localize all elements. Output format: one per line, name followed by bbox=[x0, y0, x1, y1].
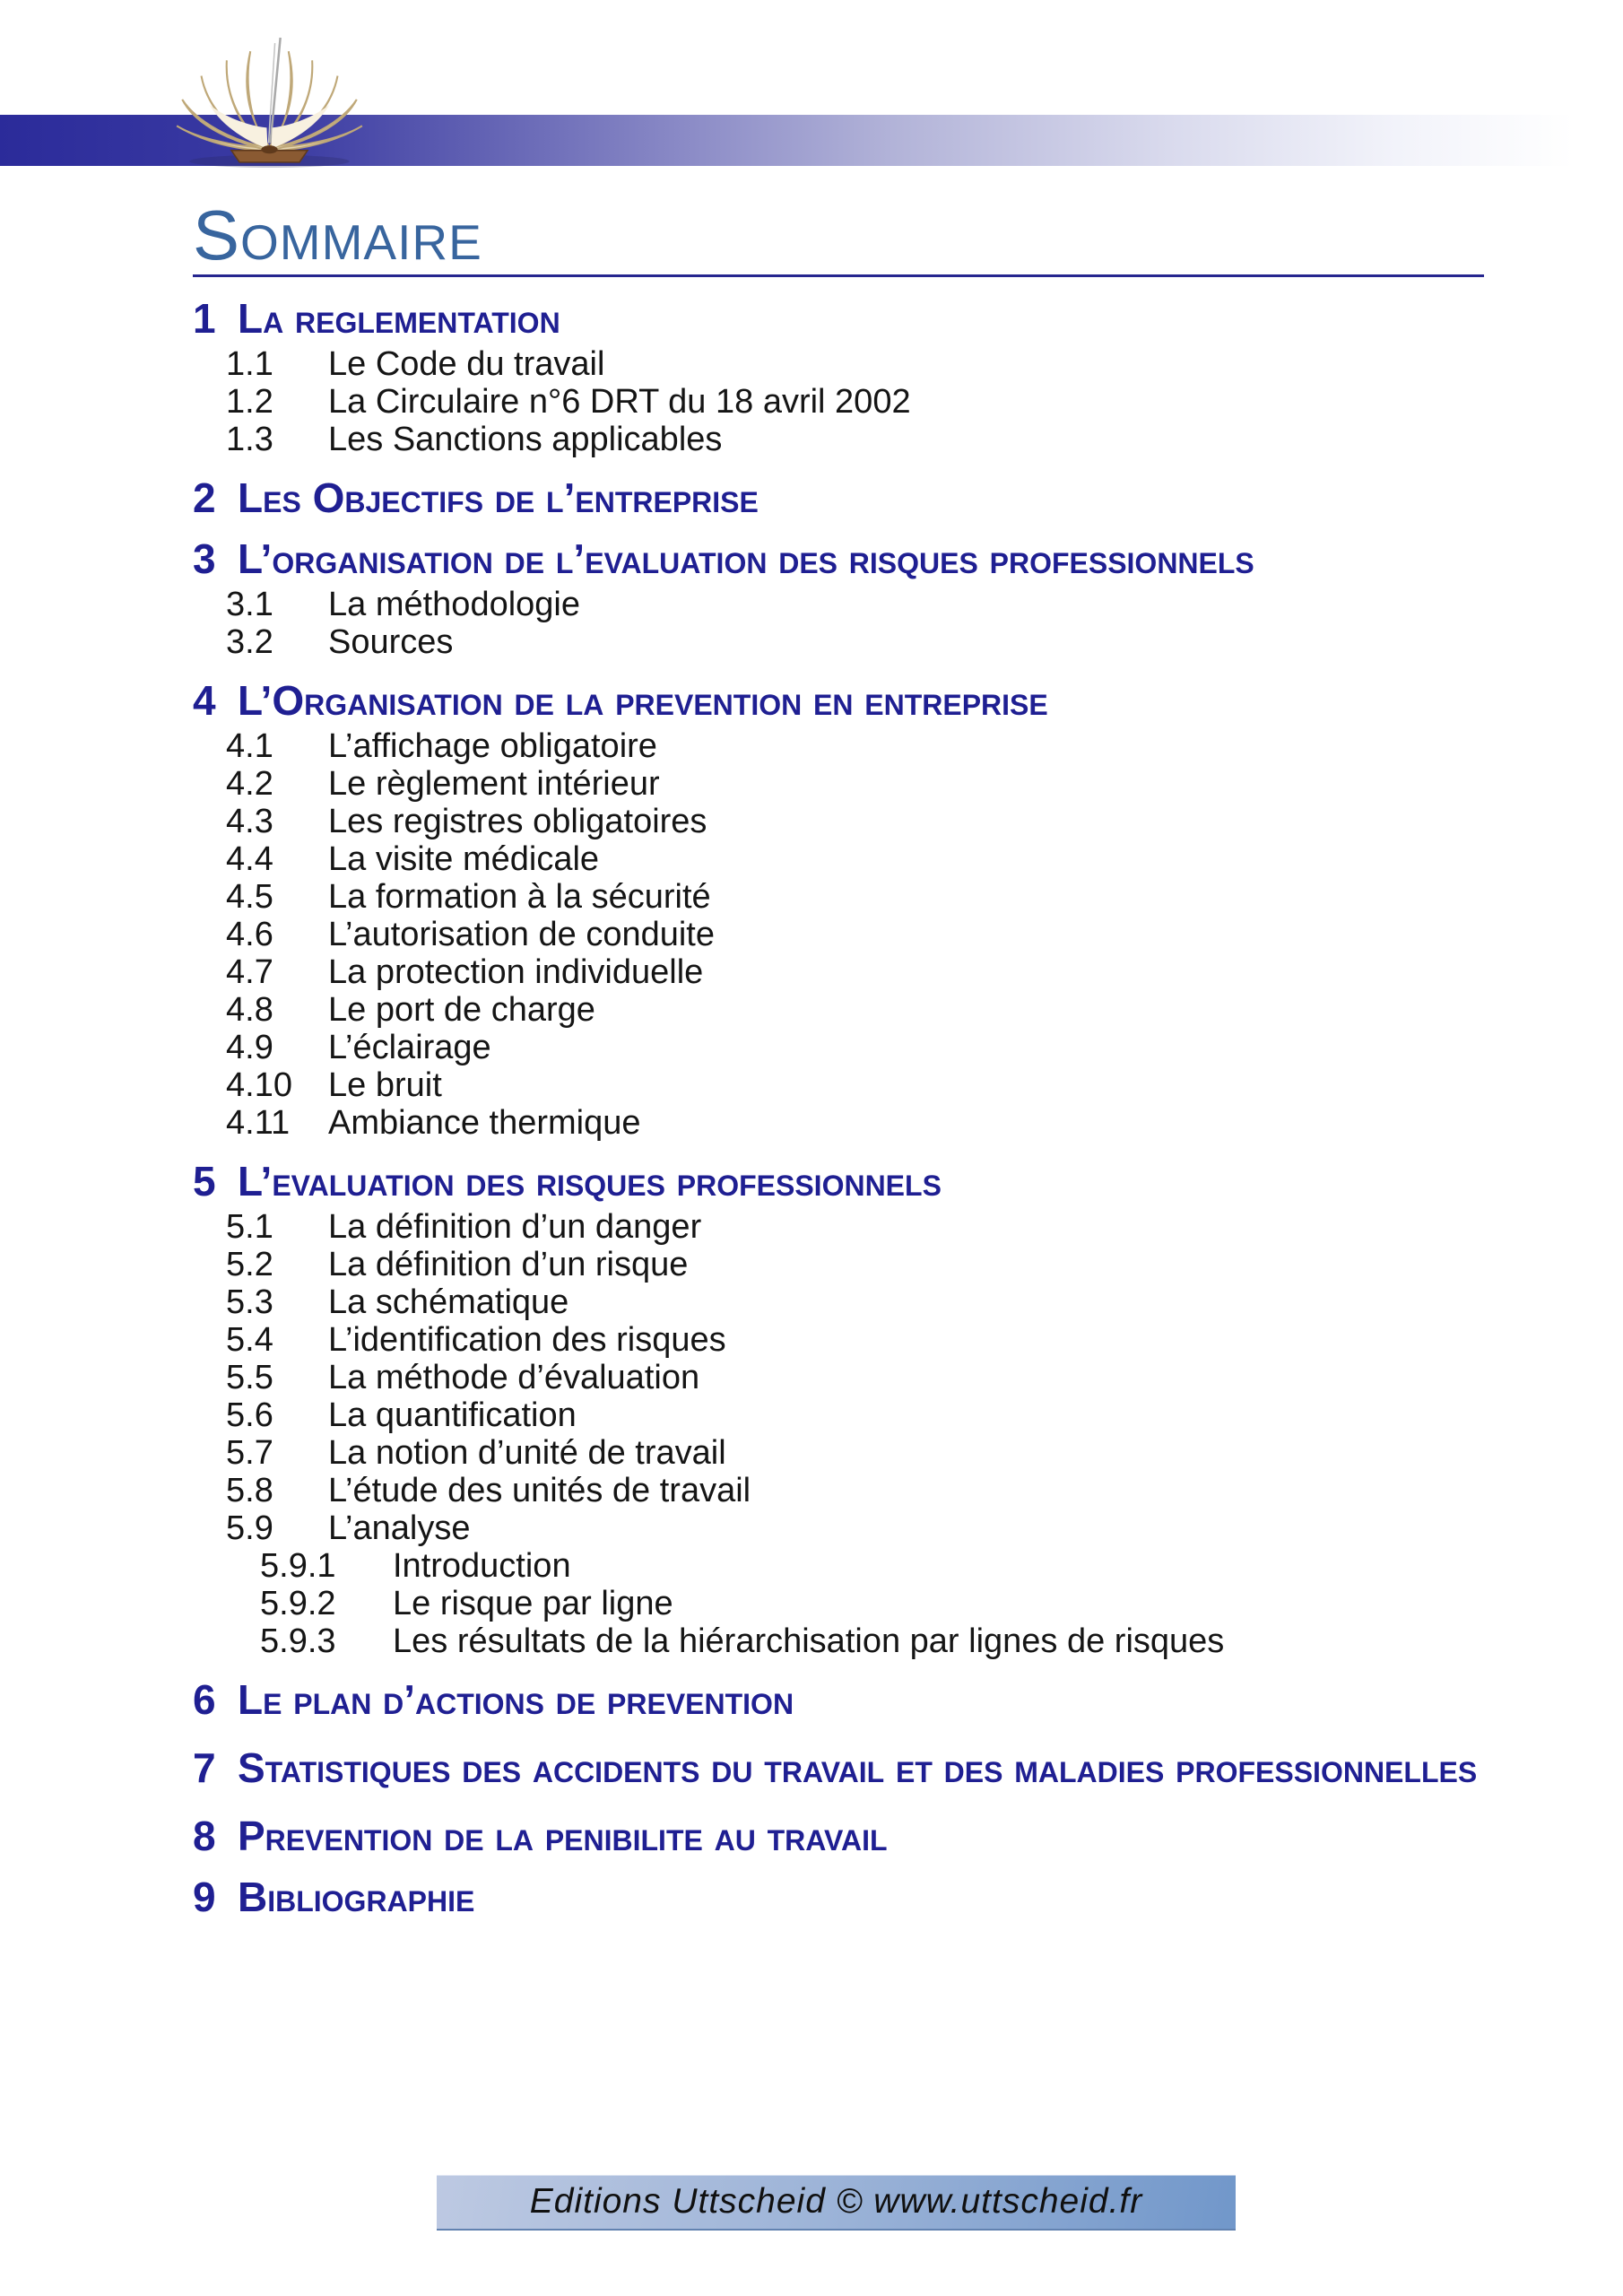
toc-entry-number: 5.7 bbox=[226, 1434, 273, 1472]
toc-entry-number: 4.6 bbox=[226, 916, 273, 953]
toc-entry-label: Le règlement intérieur bbox=[328, 765, 660, 803]
toc-entry-number: 5 bbox=[193, 1158, 216, 1205]
toc-entry-number: 5.2 bbox=[226, 1246, 273, 1283]
toc-entry-label: La notion d’unité de travail bbox=[328, 1434, 726, 1472]
toc-entry-label: La protection individuelle bbox=[328, 953, 704, 991]
title-rule bbox=[193, 274, 1484, 277]
toc-entry-3 bbox=[193, 537, 1484, 580]
toc-entry-7 bbox=[193, 1739, 1484, 1796]
toc-entry-number: 5.3 bbox=[226, 1283, 273, 1321]
toc-entry-number: 5.8 bbox=[226, 1472, 273, 1509]
toc-entry-label: Les Sanctions applicables bbox=[328, 421, 723, 458]
toc-entry-label: La définition d’un danger bbox=[328, 1208, 702, 1246]
toc-entry-label: L’Organisation de la prevention en entreprise bbox=[238, 677, 1048, 724]
toc-entry-number: 1.1 bbox=[226, 345, 273, 383]
toc-entry-4-10 bbox=[193, 1066, 1484, 1104]
toc-entry-number: 5.9.1 bbox=[260, 1547, 336, 1585]
toc-entry-number: 4.1 bbox=[226, 727, 273, 765]
toc-entry-4-5 bbox=[193, 878, 1484, 916]
toc-entry-2 bbox=[193, 476, 1484, 519]
toc-entry-5-2 bbox=[193, 1246, 1484, 1283]
toc-entry-label: Le port de charge bbox=[328, 991, 595, 1029]
open-book-icon bbox=[142, 36, 397, 172]
toc-entry-label: La Circulaire n°6 DRT du 18 avril 2002 bbox=[328, 383, 911, 421]
toc-entry-4-6 bbox=[193, 916, 1484, 953]
toc-entry-5-7 bbox=[193, 1434, 1484, 1472]
toc-entry-number: 4.8 bbox=[226, 991, 273, 1029]
toc-entry-4-2 bbox=[193, 765, 1484, 803]
toc-entry-label: Les résultats de la hiérarchisation par lignes de risques bbox=[393, 1622, 1225, 1660]
toc-entry-3-1 bbox=[193, 586, 1484, 623]
toc-entry-number: 6 bbox=[193, 1676, 216, 1723]
toc-entry-label: La schématique bbox=[328, 1283, 569, 1321]
toc-entry-number: 5.4 bbox=[226, 1321, 273, 1359]
toc-entry-label: La méthode d’évaluation bbox=[328, 1359, 700, 1396]
toc-entry-number: 4.11 bbox=[226, 1104, 291, 1142]
toc-entry-1-2 bbox=[193, 383, 1484, 421]
toc-entry-number: 5.9 bbox=[226, 1509, 273, 1547]
toc-entry-label: L’éclairage bbox=[328, 1029, 491, 1066]
toc-entry-number: 8 bbox=[193, 1813, 216, 1859]
toc-entry-number: 5.6 bbox=[226, 1396, 273, 1434]
toc-entry-number: 5.9.3 bbox=[260, 1622, 336, 1660]
toc-entry-number: 1 bbox=[193, 295, 216, 342]
toc-entry-label: Le bruit bbox=[328, 1066, 442, 1104]
toc-entry-number: 4.5 bbox=[226, 878, 273, 916]
toc-entry-4-11 bbox=[193, 1104, 1484, 1142]
toc-entry-label: Introduction bbox=[393, 1547, 571, 1585]
toc-entry-8 bbox=[193, 1814, 1484, 1857]
toc-entry-label: Les Objectifs de l’entreprise bbox=[238, 474, 759, 521]
toc-entry-label: La quantification bbox=[328, 1396, 577, 1434]
toc-entry-label: L’étude des unités de travail bbox=[328, 1472, 751, 1509]
toc-entry-number: 3.1 bbox=[226, 586, 273, 623]
toc-entry-5 bbox=[193, 1160, 1484, 1203]
toc-entry-1-3 bbox=[193, 421, 1484, 458]
toc-entry-number: 4 bbox=[193, 677, 216, 724]
toc-entry-label: L’analyse bbox=[328, 1509, 471, 1547]
toc-entry-number: 5.1 bbox=[226, 1208, 273, 1246]
toc-entry-label: Prevention de la penibilite au travail bbox=[238, 1813, 888, 1859]
toc-entry-1 bbox=[193, 297, 1484, 340]
toc-entry-number: 7 bbox=[193, 1744, 216, 1791]
toc-entry-label: L’autorisation de conduite bbox=[328, 916, 715, 953]
footer-bar bbox=[437, 2175, 1236, 2231]
toc-entry-5-6 bbox=[193, 1396, 1484, 1434]
toc-entry-number: 4.9 bbox=[226, 1029, 273, 1066]
toc-entry-5-9-1 bbox=[193, 1547, 1484, 1585]
toc-entry-label: Le plan d’actions de prevention bbox=[238, 1676, 794, 1723]
toc-entry-label: La reglementation bbox=[238, 295, 560, 342]
toc-entry-4-9 bbox=[193, 1029, 1484, 1066]
toc-entry-5-1 bbox=[193, 1208, 1484, 1246]
footer-text: Editions Uttscheid © www.uttscheid.fr bbox=[529, 2182, 1143, 2221]
toc-entry-label: L’identification des risques bbox=[328, 1321, 726, 1359]
toc-entry-4-4 bbox=[193, 840, 1484, 878]
toc-entry-6 bbox=[193, 1678, 1484, 1721]
toc-entry-4-1 bbox=[193, 727, 1484, 765]
toc-entry-label: Ambiance thermique bbox=[328, 1104, 641, 1142]
toc-entry-label: Bibliographie bbox=[238, 1874, 475, 1920]
toc-entry-label: Le Code du travail bbox=[328, 345, 605, 383]
toc-list bbox=[193, 297, 1484, 1918]
toc-entry-label: Sources bbox=[328, 623, 454, 661]
toc-entry-5-9 bbox=[193, 1509, 1484, 1547]
toc-entry-3-2 bbox=[193, 623, 1484, 661]
toc-entry-label: Les registres obligatoires bbox=[328, 803, 707, 840]
toc-entry-number: 4.3 bbox=[226, 803, 273, 840]
toc-entry-label: L’affichage obligatoire bbox=[328, 727, 657, 765]
toc-entry-number: 1.3 bbox=[226, 421, 273, 458]
toc-entry-label: L’evaluation des risques professionnels bbox=[238, 1158, 942, 1205]
toc-entry-9 bbox=[193, 1875, 1484, 1918]
toc-entry-5-3 bbox=[193, 1283, 1484, 1321]
toc-entry-label: La définition d’un risque bbox=[328, 1246, 689, 1283]
toc-entry-number: 2 bbox=[193, 474, 216, 521]
toc-entry-label: Statistiques des accidents du travail et des maladies professionnelles bbox=[238, 1744, 1478, 1791]
toc-entry-number: 4.4 bbox=[226, 840, 273, 878]
toc-entry-4-8 bbox=[193, 991, 1484, 1029]
toc-entry-label: La méthodologie bbox=[328, 586, 580, 623]
toc-entry-1-1 bbox=[193, 345, 1484, 383]
page-title: Sommaire bbox=[193, 196, 482, 274]
toc-entry-number: 9 bbox=[193, 1874, 216, 1920]
toc-entry-number: 4.10 bbox=[226, 1066, 292, 1104]
toc-entry-number: 4.2 bbox=[226, 765, 273, 803]
toc-entry-label: La visite médicale bbox=[328, 840, 600, 878]
toc-entry-5-9-2 bbox=[193, 1585, 1484, 1622]
page-content bbox=[193, 196, 1484, 1924]
toc-entry-number: 5.5 bbox=[226, 1359, 273, 1396]
toc-entry-label: Le risque par ligne bbox=[393, 1585, 673, 1622]
toc-entry-number: 3 bbox=[193, 535, 216, 582]
toc-entry-number: 4.7 bbox=[226, 953, 273, 991]
toc-entry-4-3 bbox=[193, 803, 1484, 840]
toc-entry-number: 5.9.2 bbox=[260, 1585, 336, 1622]
toc-entry-5-5 bbox=[193, 1359, 1484, 1396]
toc-entry-number: 1.2 bbox=[226, 383, 273, 421]
toc-entry-4-7 bbox=[193, 953, 1484, 991]
toc-entry-label: L’organisation de l’evaluation des risques professionnels bbox=[238, 535, 1254, 582]
toc-entry-4 bbox=[193, 679, 1484, 722]
toc-entry-5-9-3 bbox=[193, 1622, 1484, 1660]
toc-entry-5-4 bbox=[193, 1321, 1484, 1359]
toc-entry-number: 3.2 bbox=[226, 623, 273, 661]
toc-entry-label: La formation à la sécurité bbox=[328, 878, 711, 916]
toc-entry-5-8 bbox=[193, 1472, 1484, 1509]
